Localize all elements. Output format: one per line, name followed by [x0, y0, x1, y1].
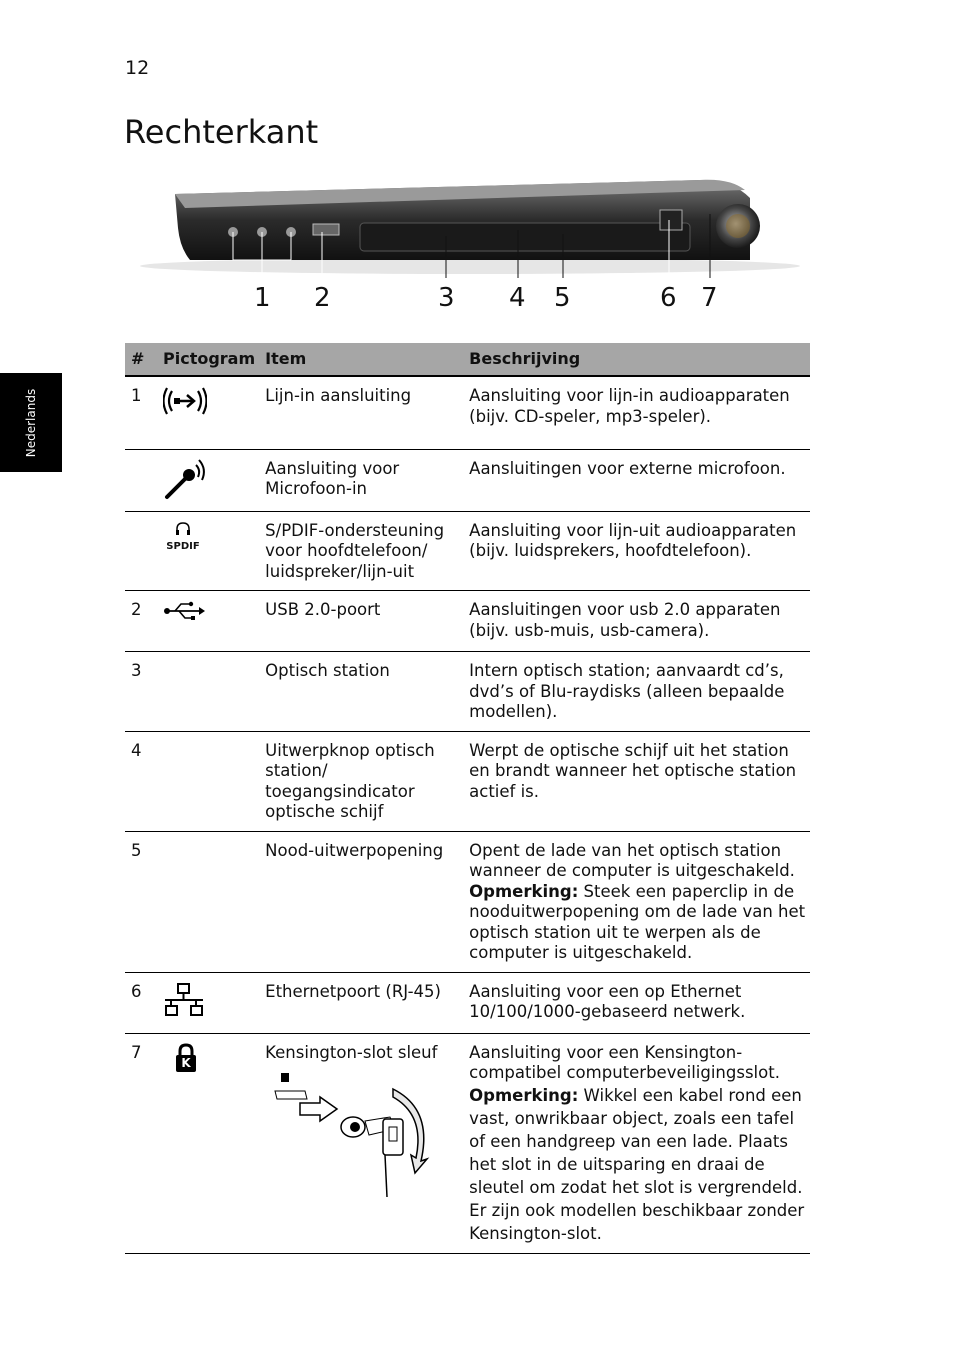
network-icon [163, 982, 205, 1018]
page-number: 12 [125, 57, 150, 79]
row-icon-cell [157, 652, 259, 732]
row-note [469, 882, 806, 964]
note-text: Wikkel een kabel rond een vast, onwrikbaar object, zoals een tafel of een handgreep van een lade. Plaats het slot in de uitsparing en draai de sleutel om zodat het slot is vergrendeld. Er zijn ook modellen beschikbaar zonder Kensington-slot. [469, 1085, 805, 1243]
header-num: # [125, 343, 157, 376]
callout-1: 1 [254, 283, 271, 313]
row-desc: Aansluitingen voor externe microfoon. [463, 449, 810, 511]
callout-6: 6 [660, 283, 677, 313]
table-row [125, 972, 810, 1033]
callout-4: 4 [509, 283, 526, 313]
callout-3: 3 [438, 283, 455, 313]
row-num [125, 511, 157, 591]
row-item: S/PDIF-ondersteuning voor hoofdtelefoon/ luidspreker/lijn-uit [259, 511, 463, 591]
page-title: Rechterkant [124, 113, 319, 151]
row-icon-cell [157, 591, 259, 652]
row-desc: Aansluiting voor lijn-in audioapparaten (bijv. CD-speler, mp3-speler). [463, 376, 810, 449]
table-row [125, 731, 810, 831]
line-in-icon [163, 386, 207, 416]
note-text: Steek een paperclip in de nooduitwerpopening om de lade van het optisch station uit te werpen als de computer is uitgeschakeld. [469, 881, 806, 962]
header-icon: Pictogram [157, 343, 259, 376]
row-item: Lijn-in aansluiting [259, 376, 463, 449]
table-row [125, 511, 810, 591]
row-num: 4 [125, 731, 157, 831]
row-desc: Aansluitingen voor usb 2.0 apparaten (bijv. usb-muis, usb-camera). [463, 591, 810, 652]
row-desc: Aansluiting voor lijn-uit audioapparaten (bijv. luidsprekers, hoofdtelefoon). [463, 511, 810, 591]
table-row [125, 831, 810, 972]
table-row [125, 449, 810, 511]
headphone-icon [175, 522, 191, 536]
callout-2: 2 [314, 283, 331, 313]
table-header [125, 343, 810, 376]
row-item: Optisch station [259, 652, 463, 732]
row-icon-cell [157, 972, 259, 1033]
headphone-spdif-icon [163, 521, 203, 553]
ports-table [125, 343, 810, 1254]
row-note [469, 1084, 806, 1245]
row-icon-cell [157, 376, 259, 449]
row-num: 1 [125, 376, 157, 449]
table-row [125, 1033, 810, 1253]
microphone-icon [163, 459, 209, 501]
row-num: 6 [125, 972, 157, 1033]
row-num: 2 [125, 591, 157, 652]
row-item: USB 2.0-poort [259, 591, 463, 652]
kensington-lock-illustration [265, 1069, 445, 1199]
row-desc-cell [463, 1033, 810, 1253]
row-desc: Intern optisch station; aanvaardt cd’s, dvd’s of Blu-raydisks (alleen bepaalde modellen). [463, 652, 810, 732]
row-item: Kensington-slot sleuf [265, 1042, 438, 1062]
row-item: Uitwerpknop optisch station/ toegangsindicator optische schijf [259, 731, 463, 831]
row-desc-cell [463, 831, 810, 972]
spdif-label: SPDIF [166, 541, 200, 552]
kensington-lock-icon [175, 1043, 197, 1073]
callout-7: 7 [701, 283, 718, 313]
row-desc: Aansluiting voor een Kensington-compatibel computerbeveiligingsslot. [469, 1042, 780, 1082]
note-label: Opmerking: [469, 1085, 579, 1105]
row-item: Ethernetpoort (RJ-45) [259, 972, 463, 1033]
row-icon-cell [157, 731, 259, 831]
table-row [125, 591, 810, 652]
row-icon-cell [157, 449, 259, 511]
row-num: 7 [125, 1033, 157, 1253]
callout-5: 5 [554, 283, 571, 313]
row-desc: Aansluiting voor een op Ethernet 10/100/1000-gebaseerd netwerk. [463, 972, 810, 1033]
row-num: 5 [125, 831, 157, 972]
note-label: Opmerking: [469, 881, 579, 901]
row-item: Aansluiting voor Microfoon-in [259, 449, 463, 511]
row-item-cell [259, 1033, 463, 1253]
row-icon-cell [157, 1033, 259, 1253]
table-row [125, 376, 810, 449]
row-item: Nood-uitwerpopening [259, 831, 463, 972]
table-row [125, 652, 810, 732]
row-icon-cell [157, 511, 259, 591]
header-desc: Beschrijving [463, 343, 810, 376]
header-item: Item [259, 343, 463, 376]
row-desc: Opent de lade van het optisch station wanneer de computer is uitgeschakeld. [469, 840, 795, 880]
row-num: 3 [125, 652, 157, 732]
language-side-tab [0, 373, 62, 472]
side-tab-label: Nederlands [24, 388, 38, 458]
row-num [125, 449, 157, 511]
callout-numbers [0, 283, 954, 317]
usb-icon [163, 600, 207, 622]
row-desc: Werpt de optische schijf uit het station en brandt wanneer het optische station actief is. [463, 731, 810, 831]
row-icon-cell [157, 831, 259, 972]
lock-k-letter: K [181, 1055, 191, 1070]
